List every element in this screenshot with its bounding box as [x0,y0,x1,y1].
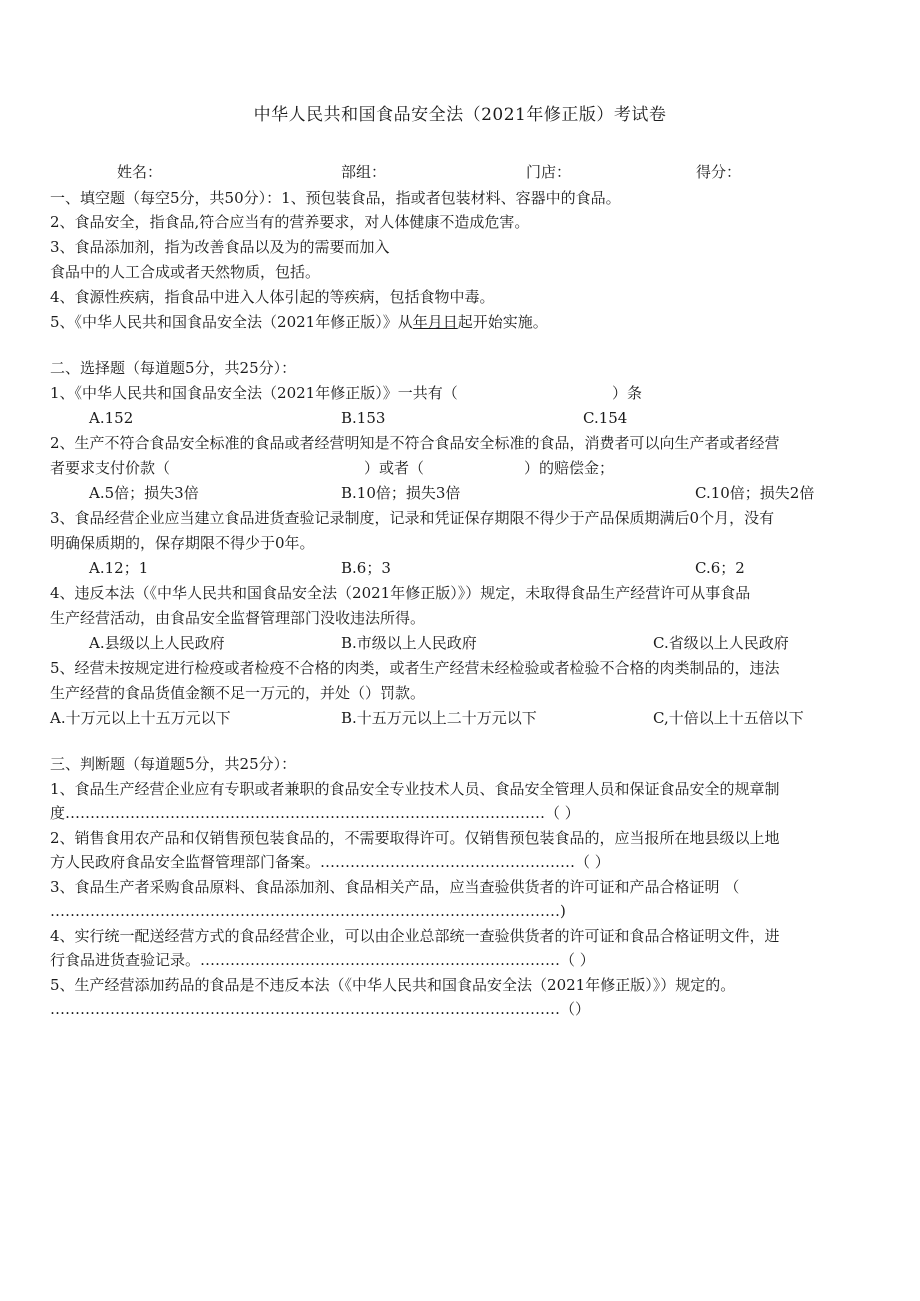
judge-q4-line2[interactable]: 行食品进货查验记录。………………………………………………………………（ ） [50,951,595,969]
choice-q2-option-b[interactable]: B.10倍；损失3倍 [341,484,461,502]
judge-q5-line1: 5、生产经营添加药品的食品是不违反本法（《中华人民共和国食品安全法（2021年修正版）》）规定的。 [50,976,736,994]
choice-q1-stem: 1、《中华人民共和国食品安全法（2021年修正版）》一共有（ [50,384,458,402]
department-field-label[interactable]: 部组： [341,163,387,181]
choice-q1-option-c[interactable]: C.154 [583,409,628,427]
choice-q1-option-b[interactable]: B.153 [341,409,386,427]
choice-q5-line2: 生产经营的食品货值金额不足一万元的，并处（）罚款。 [50,684,426,702]
choice-heading: 二、选择题（每道题5分，共25分）： [50,359,297,377]
judge-q4-line1: 4、实行统一配送经营方式的食品经营企业，可以由企业总部统一查验供货者的许可证和食品合格证明文件，进 [50,927,780,945]
q5-date-blank[interactable]: 年月日 [412,313,458,331]
choice-q1-stem-end: ）条 [612,384,643,402]
choice-q5-option-b[interactable]: B.十五万元以上二十万元以下 [341,709,537,727]
choice-q5-option-a[interactable]: A.十万元以上十五万元以下 [50,709,231,727]
choice-q2-option-a[interactable]: A.5倍；损失3倍 [89,484,199,502]
choice-q4-line1: 4、违反本法（《中华人民共和国食品安全法（2021年修正版）》）规定，未取得食品生产经营许可从事食品 [50,584,751,602]
choice-q2-line2-a: 者要求支付价款（ [50,459,171,477]
choice-q2-option-c[interactable]: C.10倍；损失2倍 [695,484,815,502]
fill-blank-heading-q1: 一、填空题（每空5分，共50分）：1、预包装食品，指或者包装材料、容器中的食品。 [50,189,621,207]
choice-q3-option-c[interactable]: C.6；2 [695,559,745,577]
judge-q1-line1: 1、食品生产经营企业应有专职或者兼职的食品安全专业技术人员、食品安全管理人员和保证食品安全的规章制 [50,780,780,798]
store-field-label[interactable]: 门店： [526,163,572,181]
fill-blank-q5 [50,312,548,332]
fill-blank-q2: 2、食品安全，指食品,符合应当有的营养要求，对人体健康不造成危害。 [50,213,530,231]
judge-q3-line2[interactable]: …………………………………………………………………………………………) [50,902,566,920]
judge-q1-line2[interactable]: 度……………………………………………………………………………………（ ） [50,804,580,822]
judge-q3-line1: 3、食品生产者采购食品原料、食品添加剂、食品相关产品，应当查验供货者的许可证和产品合格证明 （ [50,878,740,896]
judge-heading: 三、判断题（每道题5分，共25分）： [50,755,297,773]
q5-text-after: 起开始实施。 [457,313,548,331]
choice-q2-line1: 2、生产不符合食品安全标准的食品或者经营明知是不符合食品安全标准的食品，消费者可以向生产者或者经营 [50,434,780,452]
q5-text-before: 5、《中华人民共和国食品安全法（2021年修正版）》从 [50,313,413,331]
score-field-label[interactable]: 得分： [696,163,742,181]
judge-q5-line2[interactable]: …………………………………………………………………………………………（） [50,1000,591,1018]
judge-q2-line2[interactable]: 方人民政府食品安全监督管理部门备案。……………………………………………（ ） [50,853,610,871]
judge-q2-line1: 2、销售食用农产品和仅销售预包装食品的，不需要取得许可。仅销售预包装食品的，应当报所在地县级以上地 [50,829,780,847]
choice-q5-option-c[interactable]: C,十倍以上十五倍以下 [653,709,804,727]
choice-q4-option-c[interactable]: C.省级以上人民政府 [653,634,789,652]
choice-q5-line1: 5、经营未按规定进行检疫或者检疫不合格的肉类，或者生产经营未经检验或者检验不合格的肉类制品的，违法 [50,659,780,677]
choice-q4-line2: 生产经营活动，由食品安全监督管理部门没收违法所得。 [50,609,426,627]
choice-q4-option-b[interactable]: B.市级以上人民政府 [341,634,477,652]
choice-q3-line2: 明确保质期的，保存期限不得少于0年。 [50,534,315,552]
fill-blank-q3-line1: 3、食品添加剂，指为改善食品以及为的需要而加入 [50,238,390,256]
fill-blank-q4: 4、食源性疾病，指食品中进入人体引起的等疾病，包括食物中毒。 [50,288,495,306]
page-title: 中华人民共和国食品安全法（2021年修正版）考试卷 [253,105,667,125]
choice-q3-option-a[interactable]: A.12；1 [89,559,149,577]
choice-q1-option-a[interactable]: A.152 [89,409,134,427]
choice-q3-option-b[interactable]: B.6；3 [341,559,391,577]
choice-q2-line2-c: ）的赔偿金； [524,459,615,477]
choice-q4-option-a[interactable]: A.县级以上人民政府 [89,634,225,652]
choice-q3-line1: 3、食品经营企业应当建立食品进货查验记录制度，记录和凭证保存期限不得少于产品保质期满后0个月，没有 [50,509,775,527]
name-field-label[interactable]: 姓名： [117,163,163,181]
choice-q2-line2-b: ）或者（ [364,459,425,477]
fill-blank-q3-line2: 食品中的人工合成或者天然物质，包括。 [50,263,321,281]
